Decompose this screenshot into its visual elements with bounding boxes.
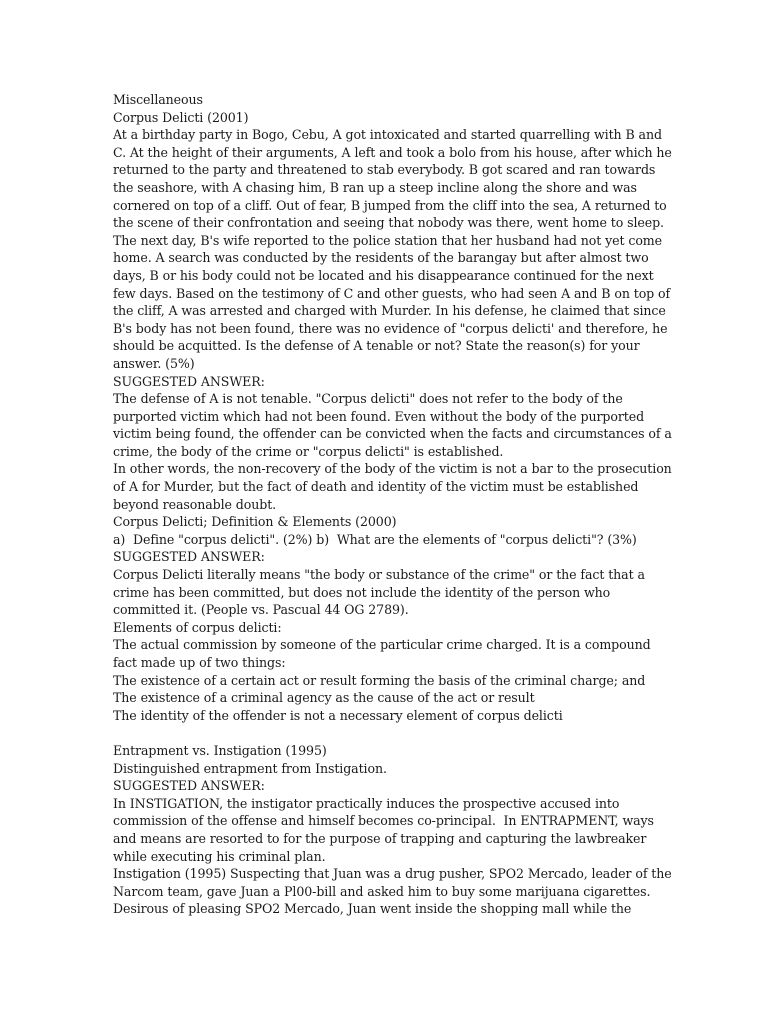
element-note: The identity of the offender is not a necessary element of corpus delicti [113, 707, 563, 723]
suggested-answer-label: SUGGESTED ANSWER: [113, 373, 265, 389]
answer-paragraph: In INSTIGATION, the instigator practically induces the prospective accused into commission of the offense and himself becomes co-principal. In ENTRAPMENT, ways and means are resorted to for the purpose of trapping and capturing the lawbreaker while executing his criminal plan. [113, 795, 658, 864]
answer-paragraph: In other words, the non-recovery of the body of the victim is not a bar to the prosecution of A for Murder, but the fact of death and identity of the victim must be established beyond reasonable doubt. [113, 461, 676, 512]
section-heading-miscellaneous: Miscellaneous [113, 92, 203, 107]
topic-heading-corpus-delicti: Corpus Delicti (2001) [113, 109, 249, 125]
question-paragraph: Distinguished entrapment from Instigation. [113, 760, 387, 776]
topic-heading-definition-elements: Corpus Delicti; Definition & Elements (2000) [113, 514, 397, 530]
question-paragraph: Instigation (1995) Suspecting that Juan was a drug pusher, SPO2 Mercado, leader of the Narcom team, gave Juan a Pl00-bill and asked him to buy some marijuana cigarettes. Desirous of pleasing SPO2 Mercado, Juan went inside the shopping mall while the [113, 866, 676, 917]
answer-paragraph: The defense of A is not tenable. "Corpus delicti" does not refer to the body of the purported victim which had not been found. Even without the body of the purported victim being found, the offender can be convicted when the facts and circumstances of a crime, the body of the crime or "corpus delicti" is established. [113, 391, 676, 459]
question-paragraph: At a birthday party in Bogo, Cebu, A got intoxicated and started quarrelling with B and C. At the height of their arguments, A left and took a bolo from his house, after which he returned to the party and threatened to stab everybody. B got scared and ran towards the seashore, with A chasing him, B ran up a steep incline along the shore and was cornered on top of a cliff. Out of fear, B jumped from the cliff into the sea, A returned to the scene of their confrontation and seeing that nobody was there, went home to sleep. The next day, B's wife reported to the police station that her husband had not yet come home. A search was conducted by the residents of the barangay but after almost two days, B or his body could not be located and his disappearance continued for the next few days. Based on the testimony of C and other guests, who had seen A and B on top of the cliff, A was arrested and charged with Murder. In his defense, he claimed that since B's body has not been found, there was no evidence of "corpus delicti' and therefore, he should be acquitted. Is the defense of A tenable or not? State the reason(s) for your answer. (5%) [113, 127, 676, 371]
suggested-answer-label: SUGGESTED ANSWER: [113, 778, 265, 794]
suggested-answer-label: SUGGESTED ANSWER: [113, 549, 265, 565]
blank-line [113, 724, 673, 742]
topic-heading-entrapment: Entrapment vs. Instigation (1995) [113, 742, 327, 758]
element-item: The actual commission by someone of the particular crime charged. It is a compound fact made up of two things: [113, 637, 655, 670]
answer-paragraph: Corpus Delicti literally means "the body or substance of the crime" or the fact that a crime has been committed, but does not include the identity of the person who committed it. (People vs. Pascual 44 OG 2789). [113, 567, 649, 618]
element-item: The existence of a certain act or result forming the basis of the criminal charge; and [113, 672, 646, 688]
document-page [113, 91, 676, 918]
element-item: The existence of a criminal agency as the cause of the act or result [113, 690, 535, 706]
elements-label: Elements of corpus delicti: [113, 619, 282, 635]
question-paragraph: a) Define "corpus delicti". (2%) b) What are the elements of "corpus delicti"? (3%) [113, 531, 637, 547]
